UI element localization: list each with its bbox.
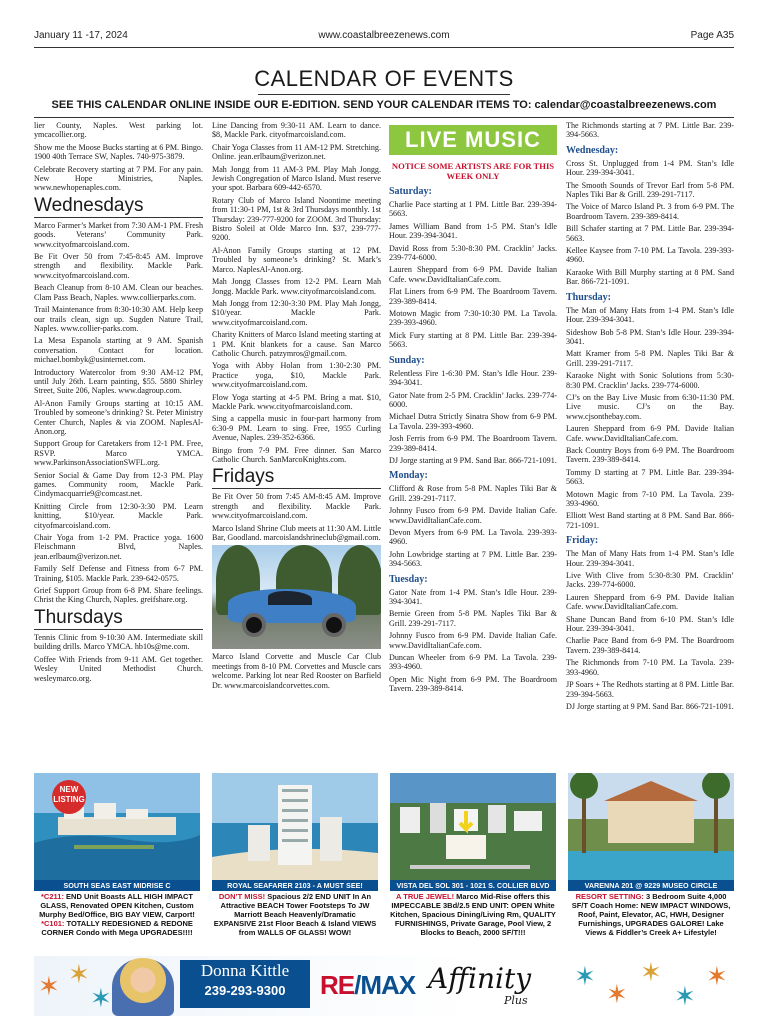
list-item: Sideshow Bob 5-8 PM. Stan’s Idle Hour. 239-394-3041.: [566, 327, 734, 346]
description-text: END Unit Boasts ALL HIGH IMPACT GLASS, Renovated OPEN Kitchen, Custom Murphy Bed/Office, BIG BAY VIEW, Carport!: [39, 892, 195, 919]
aerial-town-photo: [390, 773, 556, 881]
heading-wednesdays: Wednesdays: [34, 196, 203, 218]
list-item: Johnny Fusco from 6-9 PM. Davide Italian Cafe. www.DavidItalianCafe.com.: [389, 631, 557, 650]
list-item: Mah Jongg from 12:30-3:30 PM. Play Mah Jongg, $10/year. Mackle Park. www.cityofmarcoisland.com.: [212, 298, 381, 327]
listing-photo: [212, 773, 378, 881]
list-item: Be Fit Over 50 from 7:45-8:45 AM. Improve strength and flexibility. Mackle Park. www.cityofmarcoisland.com.: [34, 252, 203, 280]
photo-car-wheel: [322, 613, 346, 637]
page-number: Page A35: [690, 30, 734, 41]
list-group-b: [34, 221, 203, 605]
starfish-icon: ✶: [38, 972, 60, 1001]
list-item: Josh Ferris from 6-9 PM. The Boardroom Tavern. 239-389-8414.: [389, 434, 557, 453]
list-item: Introductory Watercolor from 9:30 AM-12 PM, until July 26th. Learn painting, $55. 5880 Shirley Street, Suite 206, Naples. www.dagroup.com.: [34, 367, 203, 396]
list-item: Beach Cleanup from 8-10 AM. Clean our beaches. Clam Pass Beach, Naples. www.collierparks.com.: [34, 283, 203, 302]
list-item: The Voice of Marco Island Pt. 3 from 6-9 PM. The Boardroom Tavern. 239-389-8414.: [566, 202, 734, 221]
list-item: Gator Nate from 1-4 PM. Stan’s Idle Hour. 239-394-3041.: [389, 587, 557, 606]
list-item: Line Dancing from 9:30-11 AM. Learn to dance. $8, Mackle Park. cityofmarcoisland.com.: [212, 121, 381, 140]
listing-description: [34, 892, 200, 937]
listing-south-seas[interactable]: [34, 773, 200, 891]
top-rule: [34, 47, 734, 48]
list-item: Back Country Boys from 6-9 PM. The Boardroom Tavern. 239-389-8414.: [566, 445, 734, 465]
list-group-c: [34, 633, 203, 683]
unit-tag: *C101:: [41, 919, 65, 928]
description-text: 3 Bedroom Suite 4,000 SF/T Coach Home: NEW IMPACT WINDOWS, Roof, Paint, Elevator, AC, HWH, Designer Furnishings, UPGRADES GALORE! Lake Views & Fiddler’s Creek A+ Lifestyle!: [571, 892, 731, 937]
list-item: Lauren Sheppard from 6-9 PM. Davide Italian Cafe. www.DavidItalianCafe.com.: [566, 424, 734, 443]
listing-caption: SOUTH SEAS EAST MIDRISE C: [34, 880, 200, 891]
photo-car-wheel: [242, 613, 266, 637]
listing-caption: VARENNA 201 @ 9229 MUSEO CIRCLE: [568, 880, 734, 891]
list-item: Marco Farmer’s Market from 7:30 AM-1 PM. Fresh goods. Veterans’ Community Park. www.cityofmarcoisland.com.: [34, 220, 203, 249]
page-title: CALENDAR OF EVENTS: [254, 66, 514, 91]
list-item: Bingo from 7-9 PM. Free dinner. San Marco Catholic Church. SanMarcoKnights.com.: [212, 445, 381, 464]
list-item: David Ross from 5:30-8:30 PM. Cracklin’ Jacks. 239-774-6000.: [389, 243, 557, 263]
agent-contact: [180, 960, 310, 1008]
list-item: The Smooth Sounds of Trevor Earl from 5-8 PM. Naples Tiki Bar & Grill. 239-291-7117.: [566, 180, 734, 200]
listing-descriptions: [34, 892, 734, 954]
list-item: The Man of Many Hats from 1-4 PM. Stan’s Idle Hour. 239-394-3041.: [566, 305, 734, 325]
list-item: Coffee With Friends from 9-11 AM. Get together. Wesley United Methodist Church. wesleymarco.org.: [34, 654, 203, 683]
list-item: Bill Schafer starting at 7 PM. Little Bar. 239-394-5663.: [566, 224, 734, 243]
agent-name: Donna Kittle: [200, 961, 290, 980]
list-item: Senior Social & Game Day from 12-3 PM. Play games. Community room, Mackle Park. Cindymacquarrie9@comcast.net.: [34, 470, 203, 499]
list-item: Lauren Sheppard from 6-9 PM. Davide Italian Cafe. www.DavidItalianCafe.com.: [389, 265, 557, 284]
listing-description: [568, 892, 734, 937]
list-item: Family Self Defense and Fitness from 6-7 PM. Training, $105. Mackle Park. 239-642-0575.: [34, 564, 203, 583]
list-group-b: [212, 492, 381, 542]
day-heading: Saturday:: [389, 186, 432, 197]
list-item: Al-Anon Family Groups starting at 12 PM. Troubled by someone’s drinking? St. Mark’s Marco. NaplesAl-Anon.org.: [212, 245, 381, 274]
photo-car-windshield: [268, 591, 312, 605]
list-item: James William Band from 1-5 PM. Stan’s Idle Hour. 239-394-3041.: [389, 221, 557, 241]
list-item: Celebrate Recovery starting at 7 PM. For any pain. New Hope Ministries, Naples. www.newhopenaples.com.: [34, 164, 203, 193]
list-item: CJ’s on the Bay Live Music from 6:30-11:30 PM. Live music. CJ’s on the Bay. www.cjsonthebay.com.: [566, 392, 734, 421]
list-item: Open Mic Night from 6-9 PM. The Boardroom Tavern. 239-389-8414.: [389, 674, 557, 694]
list-item: Motown Magic from 7-10 PM. La Tavola. 239-393-4960.: [566, 489, 734, 508]
list-item: Mick Fury starting at 8 PM. Little Bar. 239-394-5663.: [389, 330, 557, 350]
starfish-icon: ✶: [640, 958, 662, 987]
remax-logo: RE/MAX: [320, 970, 416, 1000]
unit-tag: *C211:: [41, 892, 64, 901]
title-rule: [258, 94, 510, 95]
artists-notice: NOTICE SOME ARTISTS ARE FOR THIS WEEK ONLY: [391, 161, 555, 181]
starfish-icon: ✶: [674, 982, 696, 1011]
listing-vista-del-sol[interactable]: [390, 773, 556, 891]
list-item: Karaoke Night with Sonic Solutions from 5:30-8:30 PM. Cracklin’ Jacks. 239-774-6000.: [566, 371, 734, 390]
list-item: John Lowbridge starting at 7 PM. Little Bar. 239-394-5663.: [389, 549, 557, 569]
affinity-logo: Affinity: [428, 962, 532, 995]
list-item: Charlie Pace starting at 1 PM. Little Bar. 239-394-5663.: [389, 200, 557, 219]
list-item: DJ Jorge starting at 9 PM. Sand Bar. 866-721-1091.: [389, 455, 557, 465]
list-group-a: [212, 121, 381, 464]
list-item: Kellee Kaysee from 7-10 PM. La Tavola. 239-393-4960.: [566, 246, 734, 265]
list-item: JP Soars + The Redhots starting at 8 PM. Little Bar. 239-394-5663.: [566, 680, 734, 699]
list-item: Chair Yoga from 1-2 PM. Practice yoga. 1600 Fleischmann Blvd, Naples. jean.erlbaum@verizon.net.: [34, 533, 203, 561]
day-heading: Sunday:: [389, 354, 425, 366]
list-item: Bernie Green from 5-8 PM. Naples Tiki Bar & Grill. 239-291-7117.: [389, 609, 557, 628]
list-item: Marco Island Shrine Club meets at 11:30 AM. Little Bar, Goodland. marcoislandshrineclub@gmail.com.: [212, 523, 381, 543]
list-item: Motown Magic from 7:30-10:30 PM. La Tavola. 239-393-4960.: [389, 309, 557, 328]
agent-phone[interactable]: 239-293-9300: [204, 983, 286, 998]
list-item: Al-Anon Family Groups starting at 10:15 AM. Troubled by someone’s drinking? St. Peter Ministry Center Church, Naples & via ZOOM. NaplesAl-Anon.org.: [34, 398, 203, 436]
listing-ads: [34, 773, 734, 891]
corvette-photo: [212, 545, 381, 649]
list-item: Charity Knitters of Marco Island meeting starting at 1 PM. Knit blankets for a cause. San Marco Catholic Church. patzymros@gmail.com.: [212, 330, 381, 358]
headline-tag: DON’T MISS!: [218, 892, 266, 901]
beach-tower-photo: [212, 773, 378, 881]
agent-portrait: [112, 958, 174, 1016]
starfish-icon: ✶: [68, 960, 90, 989]
list-item: Shane Duncan Band from 6-10 PM. Stan’s Idle Hour. 239-394-3041.: [566, 614, 734, 634]
photo-caption: Marco Island Corvette and Muscle Car Club meetings from 8-10 PM. Corvettes and Muscle cars welcome. Parking lot near Red Rooster on Barfield Dr. www.marcoislandcorvettes.com.: [212, 652, 381, 690]
day-listings: [389, 186, 557, 694]
list-item: Grief Support Group from 6-8 PM. Share feelings. Christ the King Church, Naples. greifshare.org.: [34, 586, 203, 605]
column-1: [34, 121, 203, 773]
day-heading: Thursday:: [566, 291, 612, 303]
list-item: lier County, Naples. West parking lot. ymcacollier.org.: [34, 121, 203, 140]
heading-fridays: Fridays: [212, 467, 381, 489]
day-heading: Wednesday:: [566, 144, 619, 156]
list-item: Tennis Clinic from 9-10:30 AM. Intermediate skill building drills. Marco YMCA. hb10s@me.com.: [34, 632, 203, 652]
list-item: La Mesa Espanola starting at 9 AM. Spanish conversation. Contact for location. michael.bombyk@usinternet.com.: [34, 336, 203, 365]
listing-photo: [568, 773, 734, 881]
starfish-icon: ✶: [90, 984, 112, 1013]
list-item: Relentless Fire 1-6:30 PM. Stan’s Idle Hour. 239-394-3041.: [389, 368, 557, 388]
page-folio: [34, 30, 734, 44]
list-item: Trail Maintenance from 8:30-10:30 AM. Help keep our trails clean, sign up. Sugden Nature Trail, Naples. www.collier-parks.com.: [34, 305, 203, 333]
list-item: Yoga with Abby Holan from 1:30-2:30 PM. Practice yoga, $10, Mackle Park. www.cityofmarcoisland.com.: [212, 361, 381, 390]
list-item: Duncan Wheeler from 6-9 PM. La Tavola. 239-393-4960.: [389, 653, 557, 672]
list-item: Devon Myers from 6-9 PM. La Tavola. 239-393-4960.: [389, 527, 557, 547]
resort-pool-photo: [568, 773, 734, 881]
list-item: Sing a cappella music in four-part harmony from 6:30-9 PM. Learn to sing. Free, 1955 Curling Avenue, Naples. 239-352-6366.: [212, 414, 381, 443]
list-item: Lauren Sheppard from 6-9 PM. Davide Italian Cafe. www.DavidItalianCafe.com.: [566, 592, 734, 612]
list-group-a: [34, 121, 203, 193]
day-heading: Friday:: [566, 535, 599, 547]
list-item: Be Fit Over 50 from 7:45 AM-8:45 AM. Improve strength and flexibility. Mackle Park. www.cityofmarcoisland.com.: [212, 492, 381, 521]
list-item: Mah Jongg from 11 AM-3 PM. Play Mah Jongg. Jewish Congregation of Marco Island. Must reserve your spot. Barbara 609-442-6570.: [212, 164, 381, 193]
new-listing-badge: NEW LISTING: [53, 785, 85, 804]
day-listings: [566, 145, 734, 712]
list-item: Tommy D starting at 7 PM. Little Bar. 239-394-5663.: [566, 467, 734, 487]
headline-tag: A TRUE JEWEL!: [396, 892, 455, 901]
affinity-plus: Plus: [504, 994, 528, 1007]
list-item: Johnny Fusco from 6-9 PM. Davide Italian Cafe. www.DavidItalianCafe.com.: [389, 506, 557, 525]
listing-varenna[interactable]: [568, 773, 734, 891]
column-4: [566, 121, 734, 773]
listing-royal-seafarer[interactable]: [212, 773, 378, 891]
heading-thursdays: Thursdays: [34, 608, 203, 630]
live-music-banner: LIVE MUSIC: [389, 125, 557, 155]
list-item: Clifford & Rose from 5-8 PM. Naples Tiki Bar & Grill. 239-291-7117.: [389, 484, 557, 503]
list-item: Support Group for Caretakers from 12-1 PM. Free, RSVP. Marco YMCA. www.ParkinsonAssociationSWFL.org.: [34, 439, 203, 468]
listing-caption: ROYAL SEAFARER 2103 - A MUST SEE!: [212, 880, 378, 891]
list-item: Karaoke With Bill Murphy starting at 8 PM. Sand Bar. 866-721-1091.: [566, 267, 734, 287]
list-item: The Richmonds from 7-10 PM. La Tavola. 239-393-4960.: [566, 658, 734, 677]
list-item: Charlie Pace Band from 6-9 PM. The Boardroom Tavern. 239-389-8414.: [566, 636, 734, 655]
column-3: [389, 121, 557, 773]
list-item: Mah Jongg Classes from 12-2 PM. Learn Mah Jongg. Mackle Park. www.cityofmarcoisland.com.: [212, 277, 381, 296]
listing-photo: [390, 773, 556, 881]
day-heading: Tuesday:: [389, 573, 428, 585]
starfish-icon: ✶: [606, 980, 628, 1009]
list-item: Flat Liners from 6-9 PM. The Boardroom Tavern. 239-389-8414.: [389, 287, 557, 306]
subtitle-rule: [34, 117, 734, 118]
headline-tag: RESORT SETTING:: [575, 892, 644, 901]
list-item: The Man of Many Hats from 1-4 PM. Stan’s Idle Hour. 239-394-3041.: [566, 549, 734, 568]
day-heading: Monday:: [389, 470, 428, 482]
list-item: Gator Nate from 2-5 PM. Cracklin’ Jacks. 239-774-6000.: [389, 390, 557, 409]
description-text: Spacious 2/2 END UNIT In An Attractive BEACH Tower Footsteps To JW Marriott Beach Heavenly/Dramatic EXPANSIVE 21st Floor Beach & Island VIEWS from WALLS OF GLASS! WOW!: [213, 892, 377, 937]
agent-footer: [34, 956, 734, 1016]
site-url[interactable]: www.coastalbreezenews.com: [318, 30, 450, 41]
list-item: Chair Yoga Classes from 11 AM-12 PM. Stretching. Online. jean.erlbaum@verizon.net.: [212, 142, 381, 162]
starfish-icon: ✶: [574, 962, 596, 991]
listing-description: [390, 892, 556, 937]
list-item: Show me the Moose Bucks starting at 6 PM. Bingo. 1900 40th Terrace SW, Naples. 740-975-3879.: [34, 142, 203, 162]
list-item: Cross St. Unplugged from 1-4 PM. Stan’s Idle Hour. 239-394-3041.: [566, 158, 734, 178]
issue-date: January 11 -17, 2024: [34, 30, 128, 41]
column-2: [212, 121, 381, 773]
description-text: Marco Mid-Rise offers this IMPECCABLE 3Bd/2.5 END UNIT: OPEN White Kitchen, Spacious Dining/Living Rm, QUALITY FURNISHINGS, Private Garage, Pool View, 2 Blocks to Beach, 2000 SF/T!!!: [390, 892, 556, 937]
list-item: Live With Clive from 5:30-8:30 PM. Cracklin’ Jacks. 239-774-6000.: [566, 571, 734, 590]
list-item: Matt Kramer from 5-8 PM. Naples Tiki Bar & Grill. 239-291-7117.: [566, 349, 734, 368]
list-item: Knitting Circle from 12:30-3:30 PM. Learn knitting, $10/year. Mackle Park. cityofmarcoisland.com.: [34, 501, 203, 530]
list-item: DJ Jorge starting at 9 PM. Sand Bar. 866-721-1091.: [566, 701, 734, 711]
list-item: The Richmonds starting at 7 PM. Little Bar. 239-394-5663.: [566, 121, 734, 140]
listing-caption: VISTA DEL SOL 301 - 1021 S. COLLIER BLVD: [390, 880, 556, 891]
list-item: Elliott West Band starting at 8 PM. Sand Bar. 866-721-1091.: [566, 511, 734, 530]
list-item: Flow Yoga starting at 4-5 PM. Bring a mat. $10, Mackle Park. www.cityofmarcoisland.com.: [212, 392, 381, 411]
listing-photo: [34, 773, 200, 881]
starfish-icon: ✶: [706, 962, 728, 991]
description-text: TOTALLY REDESIGNED & REDONE CORNER Condo with Mega UPGRADES!!!!: [41, 919, 193, 937]
listing-description: [212, 892, 378, 937]
list-item: Rotary Club of Marco Island Noontime meeting from 11:30-1 PM, 1st & 3rd Thursdays monthly. 1st Thursday: 239-777-9200 for ZOOM. 3rd Thursday: Bistro Soleil at Olde Marco Inn. $37, 239-777-9200.: [212, 195, 381, 243]
submission-note: SEE THIS CALENDAR ONLINE INSIDE OUR E-EDITION. SEND YOUR CALENDAR ITEMS TO: calendar@coastalbreezenews.com: [51, 99, 717, 111]
list-item: Michael Dutra Strictly Sinatra Show from 6-9 PM. La Tavola. 239-393-4960.: [389, 412, 557, 431]
